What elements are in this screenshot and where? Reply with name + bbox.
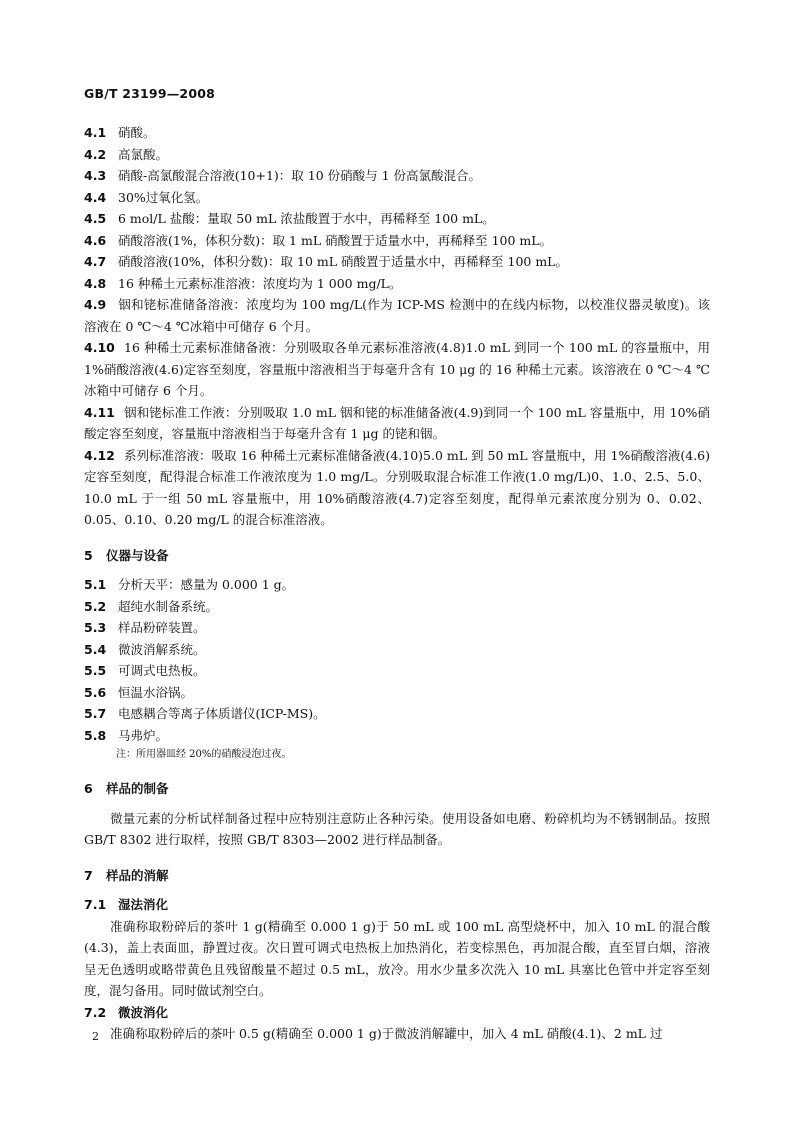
instrument-5-5 (84, 660, 710, 682)
clause-number: 5.6 (84, 684, 107, 700)
instrument-5-3 (84, 617, 710, 639)
reagent-4-3 (84, 165, 710, 187)
clause-number: 5.2 (84, 598, 107, 614)
instrument-5-2 (84, 596, 710, 618)
section-5-heading (84, 545, 710, 567)
standard-code-header: GB/T 23199—2008 (84, 86, 216, 101)
clause-number: 4.7 (84, 254, 107, 269)
section-number: 7 (84, 867, 93, 883)
clause-text: 分析天平：感量为 0.000 1 g。 (118, 577, 295, 592)
subsection-title: 微波消化 (118, 1004, 169, 1020)
section-title: 仪器与设备 (106, 547, 169, 563)
clause-text: 可调式电热板。 (118, 663, 206, 678)
clause-text: 样品粉碎装置。 (118, 620, 206, 635)
clause-text: 16 种稀土元素标准储备液：分别吸取各单元素标准溶液(4.8)1.0 mL 到同一个 100 mL 的容量瓶中，用 1%硝酸溶液(4.6)定容至刻度，容量瓶中溶液相当于每毫升含有 10 μg 的 16 种稀土元素。该溶液在 0 ℃～4 ℃冰箱中可储存 6 个月。 (84, 340, 710, 398)
section-title: 样品的制备 (106, 781, 169, 796)
subsection-7-1-body: 准确称取粉碎后的茶叶 1 g(精确至 0.000 1 g)于 50 mL 或 100 mL 高型烧杯中，加入 10 mL 的混合酸(4.3)，盖上表面皿，静置过夜。次日置可调式电热板上加热消化，若变棕黑色，再加混合酸，直至冒白烟，溶液呈无色透明或略带黄色且残留酸量不超过 0.5 mL，放冷。用水少量多次洗入 10 mL 具塞比色管中并定容至刻度，混匀备用。同时做试剂空白。 (84, 918, 710, 998)
clause-number: 4.11 (84, 404, 115, 420)
clause-text: 超纯水制备系统。 (118, 598, 219, 614)
reagent-4-4 (84, 187, 710, 209)
clause-number: 5.5 (84, 663, 107, 678)
reagent-4-6 (84, 230, 710, 252)
clause-text: 硝酸溶液(1%，体积分数)：取 1 mL 硝酸置于适量水中，再稀释至 100 mL。 (118, 232, 553, 248)
reagent-4-2 (84, 144, 710, 166)
section-6-body: 微量元素的分析试样制备过程中应特别注意防止各种污染。使用设备如电磨、粉碎机均为不锈钢制品。按照 GB/T 8302 进行取样，按照 GB/T 8303—2002 进行样品制备。 (84, 810, 710, 847)
clause-number: 4.2 (84, 146, 107, 162)
reagent-4-1 (84, 122, 710, 144)
instrument-5-4 (84, 639, 710, 661)
instrument-5-6 (84, 682, 710, 704)
clause-number: 5.3 (84, 620, 107, 635)
reagent-4-12 (84, 445, 710, 531)
clause-text: 微波消解系统。 (118, 641, 206, 657)
clause-number: 4.9 (84, 297, 107, 312)
section-7-heading (84, 865, 710, 887)
instrument-5-7 (84, 703, 710, 725)
clause-number: 5.8 (84, 727, 107, 743)
section-title: 样品的消解 (106, 867, 169, 883)
clause-number: 4.3 (84, 168, 107, 183)
subsection-7-2-body: 准确称取粉碎后的茶叶 0.5 g(精确至 0.000 1 g)于微波消解罐中，加入 4 mL 硝酸(4.1)、2 mL 过 (110, 1026, 663, 1041)
instrument-5-8 (84, 725, 710, 747)
reagent-4-10 (84, 337, 710, 402)
instrument-5-1 (84, 574, 710, 596)
section-number: 6 (84, 781, 93, 796)
subsection-title: 湿法消化 (118, 897, 169, 912)
clause-number: 4.4 (84, 189, 107, 205)
document-body (84, 122, 710, 1045)
clause-number: 5.4 (84, 641, 107, 657)
clause-text: 铟和铑标准储备溶液：浓度均为 100 mg/L(作为 ICP-MS 检测中的在线内标物，以校准仪器灵敏度)。该溶液在 0 ℃～4 ℃冰箱中可储存 6 个月。 (84, 297, 710, 334)
reagent-4-5 (84, 208, 710, 230)
subsection-7-1-heading (84, 894, 710, 916)
clause-text: 高氯酸。 (118, 146, 169, 162)
clause-text: 铟和铑标准工作液：分别吸取 1.0 mL 铟和铑的标准储备液(4.9)到同一个 100 mL 容量瓶中，用 10%硝酸定容至刻度，容量瓶中溶液相当于每毫升含有 1 μg 的铑和铟。 (84, 404, 710, 441)
clause-number: 4.12 (84, 447, 115, 463)
clause-number: 7.2 (84, 1004, 107, 1020)
clause-number: 4.1 (84, 125, 107, 140)
clause-text: 30%过氧化氢。 (118, 189, 209, 205)
clause-text: 马弗炉。 (118, 727, 169, 743)
clause-number: 5.7 (84, 706, 107, 721)
reagent-4-11 (84, 402, 710, 445)
subsection-7-2-heading (84, 1002, 710, 1024)
reagent-4-8 (84, 273, 710, 295)
clause-text: 硝酸溶液(10%，体积分数)：取 10 mL 硝酸置于适量水中，再稀释至 100 mL。 (118, 254, 568, 269)
reagent-4-7 (84, 251, 710, 273)
page-number: 2 (92, 1030, 99, 1043)
clause-text: 恒温水浴锅。 (118, 684, 194, 700)
clause-text: 6 mol/L 盐酸：量取 50 mL 浓盐酸置于水中，再稀释至 100 mL。 (118, 211, 495, 226)
reagent-4-9 (84, 294, 710, 337)
clause-number: 4.6 (84, 232, 107, 248)
clause-text: 16 种稀土元素标准溶液：浓度均为 1 000 mg/L。 (118, 275, 402, 291)
clause-number: 4.5 (84, 211, 107, 226)
clause-number: 4.8 (84, 275, 107, 291)
section-number: 5 (84, 547, 93, 563)
clause-text: 电感耦合等离子体质谱仪(ICP-MS)。 (118, 706, 326, 721)
clause-number: 5.1 (84, 577, 107, 592)
clause-text: 系列标准溶液：吸取 16 种稀土元素标准储备液(4.10)5.0 mL 到 50 mL 容量瓶中，用 1%硝酸溶液(4.6)定容至刻度，配得混合标准工作液浓度为 1.0 mg/L。分别吸取混合标准工作液(1.0 mg/L)0、1.0、2.5、5.0、10.0 mL 于一组 50 mL 容量瓶中，用 10%硝酸溶液(4.7)定容至刻度，配得单元素浓度分别为 0、0.02、0.05、0.10、0.20 mg/L 的混合标准溶液。 (84, 447, 710, 527)
section-6-heading (84, 778, 710, 800)
clause-number: 7.1 (84, 897, 107, 912)
clause-number: 4.10 (84, 340, 115, 355)
clause-text: 硝酸。 (118, 125, 156, 140)
section-5-note: 注：所用器皿经 20%的硝酸浸泡过夜。 (116, 749, 292, 760)
clause-text: 硝酸-高氯酸混合溶液(10+1)：取 10 份硝酸与 1 份高氯酸混合。 (118, 168, 482, 183)
